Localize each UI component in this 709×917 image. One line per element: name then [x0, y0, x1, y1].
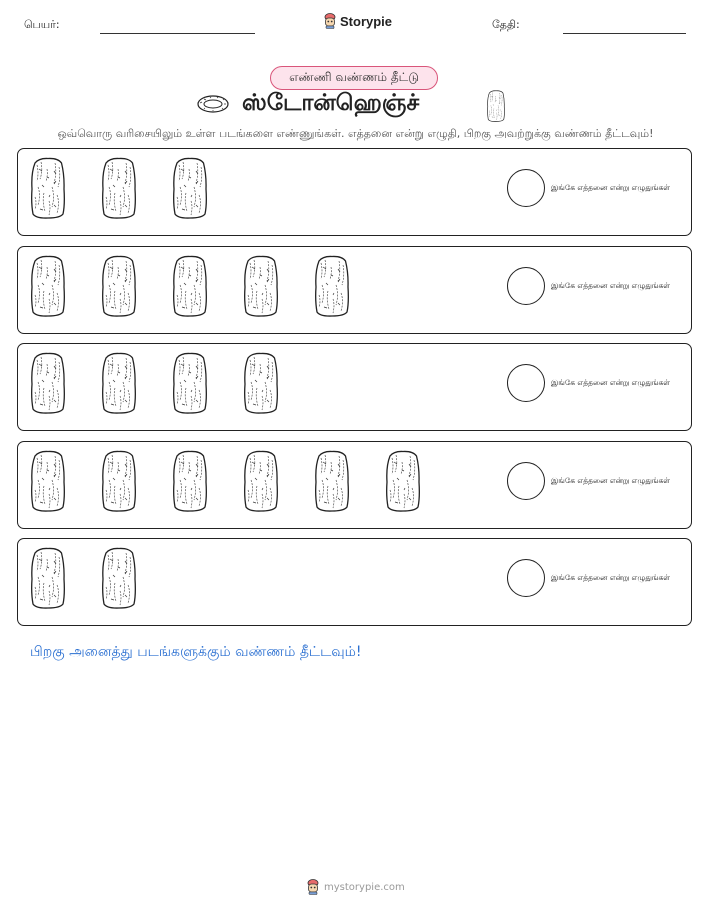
stone-icon — [172, 450, 208, 512]
footer-message: பிறகு அனைத்து படங்களுக்கும் வண்ணம் தீட்டவும்! — [30, 644, 362, 660]
page-title: ஸ்டோன்ஹெஞ்ச் — [242, 90, 420, 116]
answer-hint: இங்கே எத்தனை என்று எழுதுங்கள் — [551, 378, 671, 387]
stone-icon — [30, 255, 66, 317]
stone-icon — [486, 90, 506, 122]
counting-row — [17, 441, 692, 529]
answer-circle[interactable] — [507, 169, 545, 207]
answer-circle[interactable] — [507, 559, 545, 597]
stone-icon — [30, 352, 66, 414]
answer-circle[interactable] — [507, 364, 545, 402]
stone-icon — [172, 352, 208, 414]
counting-row — [17, 538, 692, 626]
site-url: mystorypie.com — [324, 881, 405, 893]
name-label: பெயர்: — [24, 18, 60, 31]
site-footer — [306, 879, 405, 895]
stone-icon — [172, 255, 208, 317]
stone-icon — [30, 450, 66, 512]
activity-badge: எண்ணி வண்ணம் தீட்டு — [270, 66, 438, 90]
ring-icon — [196, 94, 230, 114]
answer-hint: இங்கே எத்தனை என்று எழுதுங்கள் — [551, 573, 671, 582]
name-field[interactable] — [100, 33, 255, 34]
brand-logo — [323, 13, 392, 29]
storypie-mascot-icon — [306, 879, 320, 895]
title-row — [0, 88, 709, 124]
counting-row — [17, 343, 692, 431]
answer-circle[interactable] — [507, 462, 545, 500]
storypie-mascot-icon — [323, 13, 337, 29]
stone-icon — [385, 450, 421, 512]
stone-icon — [172, 157, 208, 219]
stone-icon — [243, 352, 279, 414]
answer-hint: இங்கே எத்தனை என்று எழுதுங்கள் — [551, 280, 671, 290]
instructions-text: ஒவ்வொரு வரிசையிலும் உள்ள படங்களை எண்ணுங்கள். எத்தனை என்று எழுதி, பிறகு அவற்றுக்கு வண்ணம் தீட்டவும்! — [57, 127, 654, 140]
stone-icon — [243, 255, 279, 317]
stone-icon — [30, 547, 66, 609]
counting-row — [17, 148, 692, 236]
date-label: தேதி: — [492, 18, 520, 31]
counting-row — [17, 246, 692, 334]
worksheet-header — [0, 0, 709, 50]
stone-icon — [314, 450, 350, 512]
date-field[interactable] — [563, 33, 686, 34]
stone-icon — [101, 352, 137, 414]
answer-hint: இங்கே எத்தனை என்று எழுதுங்கள் — [551, 183, 671, 192]
stone-icon — [314, 255, 350, 317]
stone-icon — [101, 255, 137, 317]
answer-circle[interactable] — [507, 267, 545, 305]
answer-hint: இங்கே எத்தனை என்று எழுதுங்கள் — [551, 475, 671, 485]
stone-icon — [30, 157, 66, 219]
stone-icon — [101, 157, 137, 219]
stone-icon — [243, 450, 279, 512]
stone-icon — [101, 450, 137, 512]
brand-name: Storypie — [340, 13, 393, 29]
stone-icon — [101, 547, 137, 609]
